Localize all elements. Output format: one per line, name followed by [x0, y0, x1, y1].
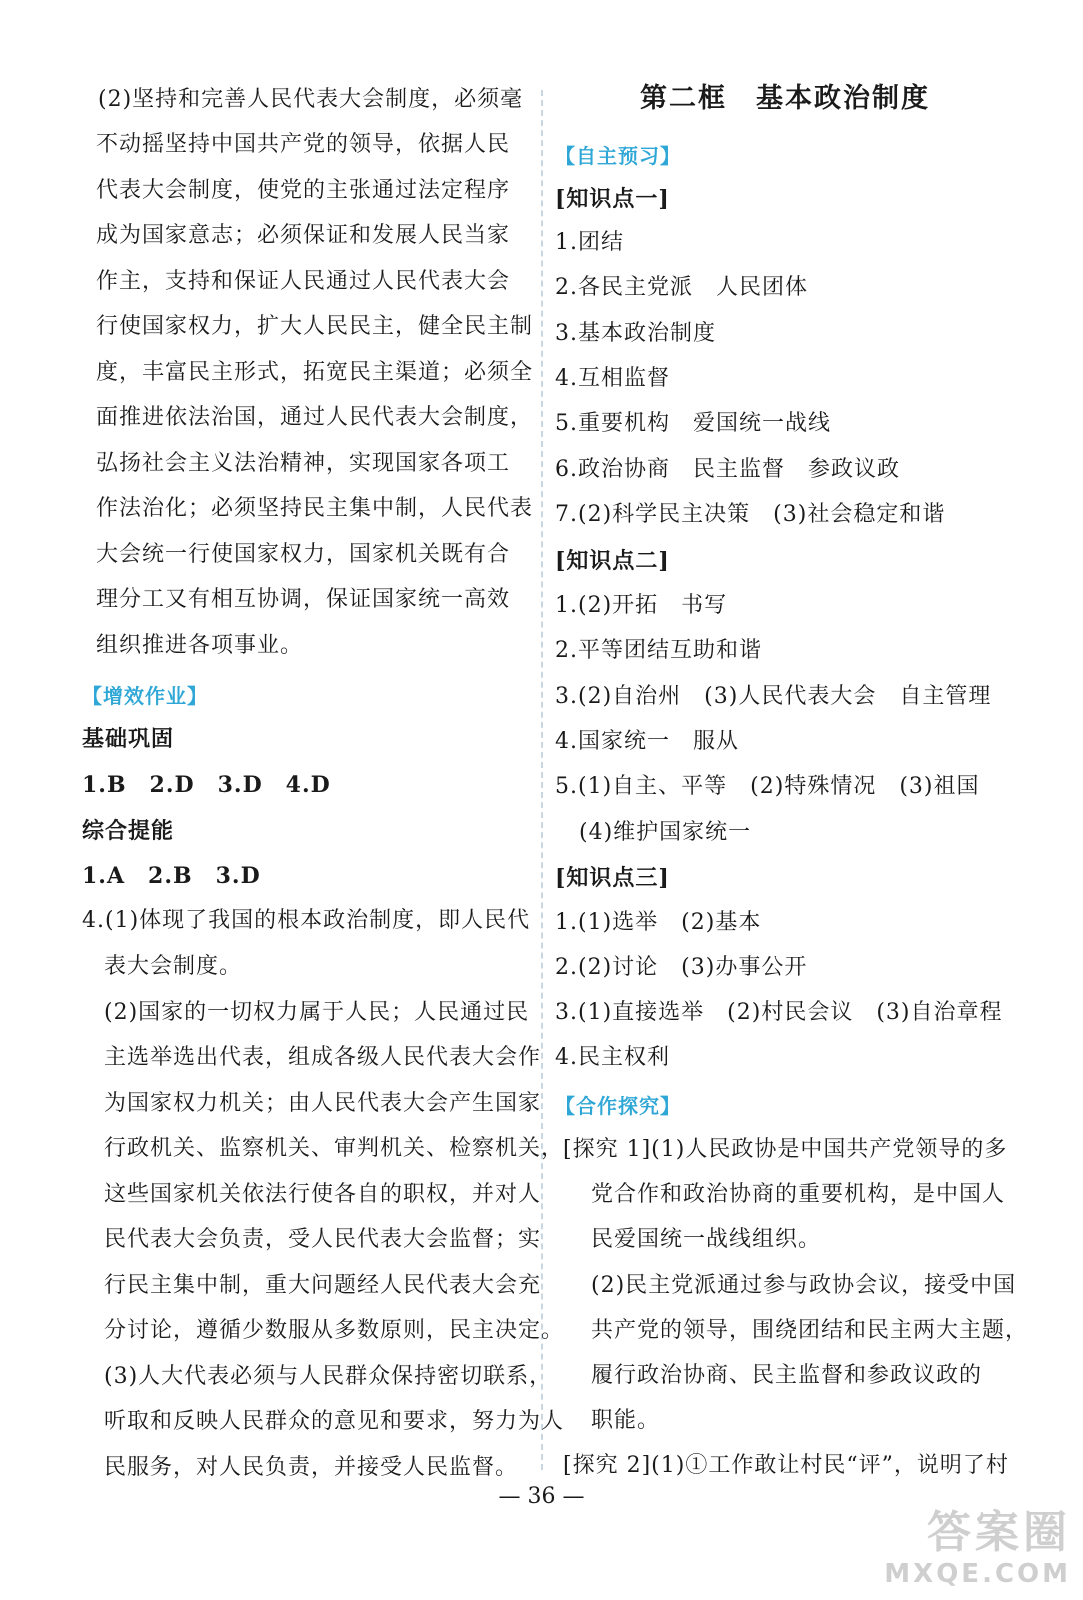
page-number: — 36 — [498, 1484, 585, 1509]
text-line: 理分工又有相互协调，保证国家统一高效 [96, 587, 511, 612]
list-item: 1.团结 [555, 230, 624, 255]
section-tag-preview: 【自主预习】 [555, 144, 681, 168]
section-heading: 综合提能 [82, 818, 175, 844]
text-line: 行民主集中制，重大问题经人民代表大会充 [104, 1273, 542, 1298]
answer-line: 1.A 2.B 3.D [82, 863, 261, 889]
list-item: (4)维护国家统一 [579, 820, 752, 845]
watermark-en: MXQE.COM [884, 1559, 1071, 1589]
text-line: 民服务，对人民负责，并接受人民监督。 [104, 1455, 519, 1480]
text-line: 共产党的领导，围绕团结和民主两大主题， [591, 1318, 1029, 1343]
column-divider [541, 90, 543, 1470]
text-line: 4.(1)体现了我国的根本政治制度，即人民代 [82, 908, 531, 933]
list-item: 2.(2)讨论 (3)办事公开 [555, 955, 808, 980]
text-line: 面推进依法治国，通过人民代表大会制度， [96, 405, 534, 430]
list-item: 3.基本政治制度 [555, 321, 716, 346]
list-item: 1.(1)选举 (2)基本 [555, 910, 762, 935]
text-line: 民代表大会负责，受人民代表大会监督；实 [104, 1227, 542, 1252]
list-item: 2.各民主党派 人民团体 [555, 275, 808, 300]
list-item: 7.(2)科学民主决策 (3)社会稳定和谐 [555, 502, 946, 527]
text-line: 行使国家权力，扩大人民民主，健全民主制 [96, 314, 534, 339]
text-line: 行政机关、监察机关、审判机关、检察机关， [104, 1136, 565, 1161]
kp2-heading: [知识点二] [555, 548, 670, 574]
text-line: 作主，支持和保证人民通过人民代表大会 [96, 269, 511, 294]
list-item: 3.(1)直接选举 (2)村民会议 (3)自治章程 [555, 1000, 1003, 1025]
list-item: 6.政治协商 民主监督 参政议政 [555, 457, 900, 482]
text-line: 履行政治协商、民主监督和参政议政的 [591, 1363, 983, 1388]
text-line: 职能。 [591, 1408, 661, 1433]
list-item: 1.(2)开拓 书写 [555, 593, 728, 618]
list-item: 3.(2)自治州 (3)人民代表大会 自主管理 [555, 684, 992, 709]
text-line: 成为国家意志；必须保证和发展人民当家 [96, 223, 511, 248]
text-line: 度，丰富民主形式，拓宽民主渠道；必须全 [96, 360, 534, 385]
text-line: 表大会制度。 [104, 954, 243, 979]
kp1-heading: [知识点一] [555, 186, 670, 212]
text-line: (2)坚持和完善人民代表大会制度，必须毫 [98, 87, 524, 112]
text-line: 弘扬社会主义法治精神，实现国家各项工 [96, 451, 511, 476]
list-item: 4.民主权利 [555, 1045, 670, 1070]
text-line: 党合作和政治协商的重要机构，是中国人 [591, 1182, 1006, 1207]
section-heading: 基础巩固 [82, 726, 175, 752]
text-line: 主选举选出代表，组成各级人民代表大会作 [104, 1045, 542, 1070]
kp3-heading: [知识点三] [555, 865, 670, 891]
page-title: 第二框 基本政治制度 [640, 83, 930, 114]
text-line: 这些国家机关依法行使各自的职权，并对人 [104, 1182, 542, 1207]
text-line: 代表大会制度，使党的主张通过法定程序 [96, 178, 511, 203]
text-line: (2)国家的一切权力属于人民；人民通过民 [104, 1000, 530, 1025]
section-tag-explore: 【合作探究】 [555, 1094, 681, 1118]
text-line: [探究 1](1)人民政协是中国共产党领导的多 [563, 1137, 1008, 1162]
text-line: 大会统一行使国家权力，国家机关既有合 [96, 542, 511, 567]
list-item: 2.平等团结互助和谐 [555, 638, 762, 663]
text-line: 不动摇坚持中国共产党的领导，依据人民 [96, 132, 511, 157]
text-line: [探究 2](1)①工作敢让村民“评”，说明了村 [563, 1453, 1009, 1478]
text-line: 民爱国统一战线组织。 [591, 1227, 822, 1252]
text-line: (2)民主党派通过参与政协会议，接受中国 [591, 1273, 1017, 1298]
text-line: 作法治化；必须坚持民主集中制，人民代表 [96, 496, 534, 521]
list-item: 5.重要机构 爱国统一战线 [555, 411, 831, 436]
text-line: 分讨论，遵循少数服从多数原则，民主决定。 [104, 1318, 565, 1343]
text-line: (3)人大代表必须与人民群众保持密切联系， [104, 1364, 553, 1389]
section-tag-homework: 【增效作业】 [82, 684, 208, 708]
watermark-logo [866, 1508, 1071, 1596]
list-item: 5.(1)自主、平等 (2)特殊情况 (3)祖国 [555, 774, 980, 799]
watermark-cn: 答案圈 [927, 1507, 1071, 1558]
text-line: 听取和反映人民群众的意见和要求，努力为人 [104, 1409, 565, 1434]
answer-line: 1.B 2.D 3.D 4.D [82, 772, 331, 798]
text-line: 组织推进各项事业。 [96, 633, 304, 658]
text-line: 为国家权力机关；由人民代表大会产生国家 [104, 1091, 542, 1116]
list-item: 4.国家统一 服从 [555, 729, 739, 754]
list-item: 4.互相监督 [555, 366, 670, 391]
